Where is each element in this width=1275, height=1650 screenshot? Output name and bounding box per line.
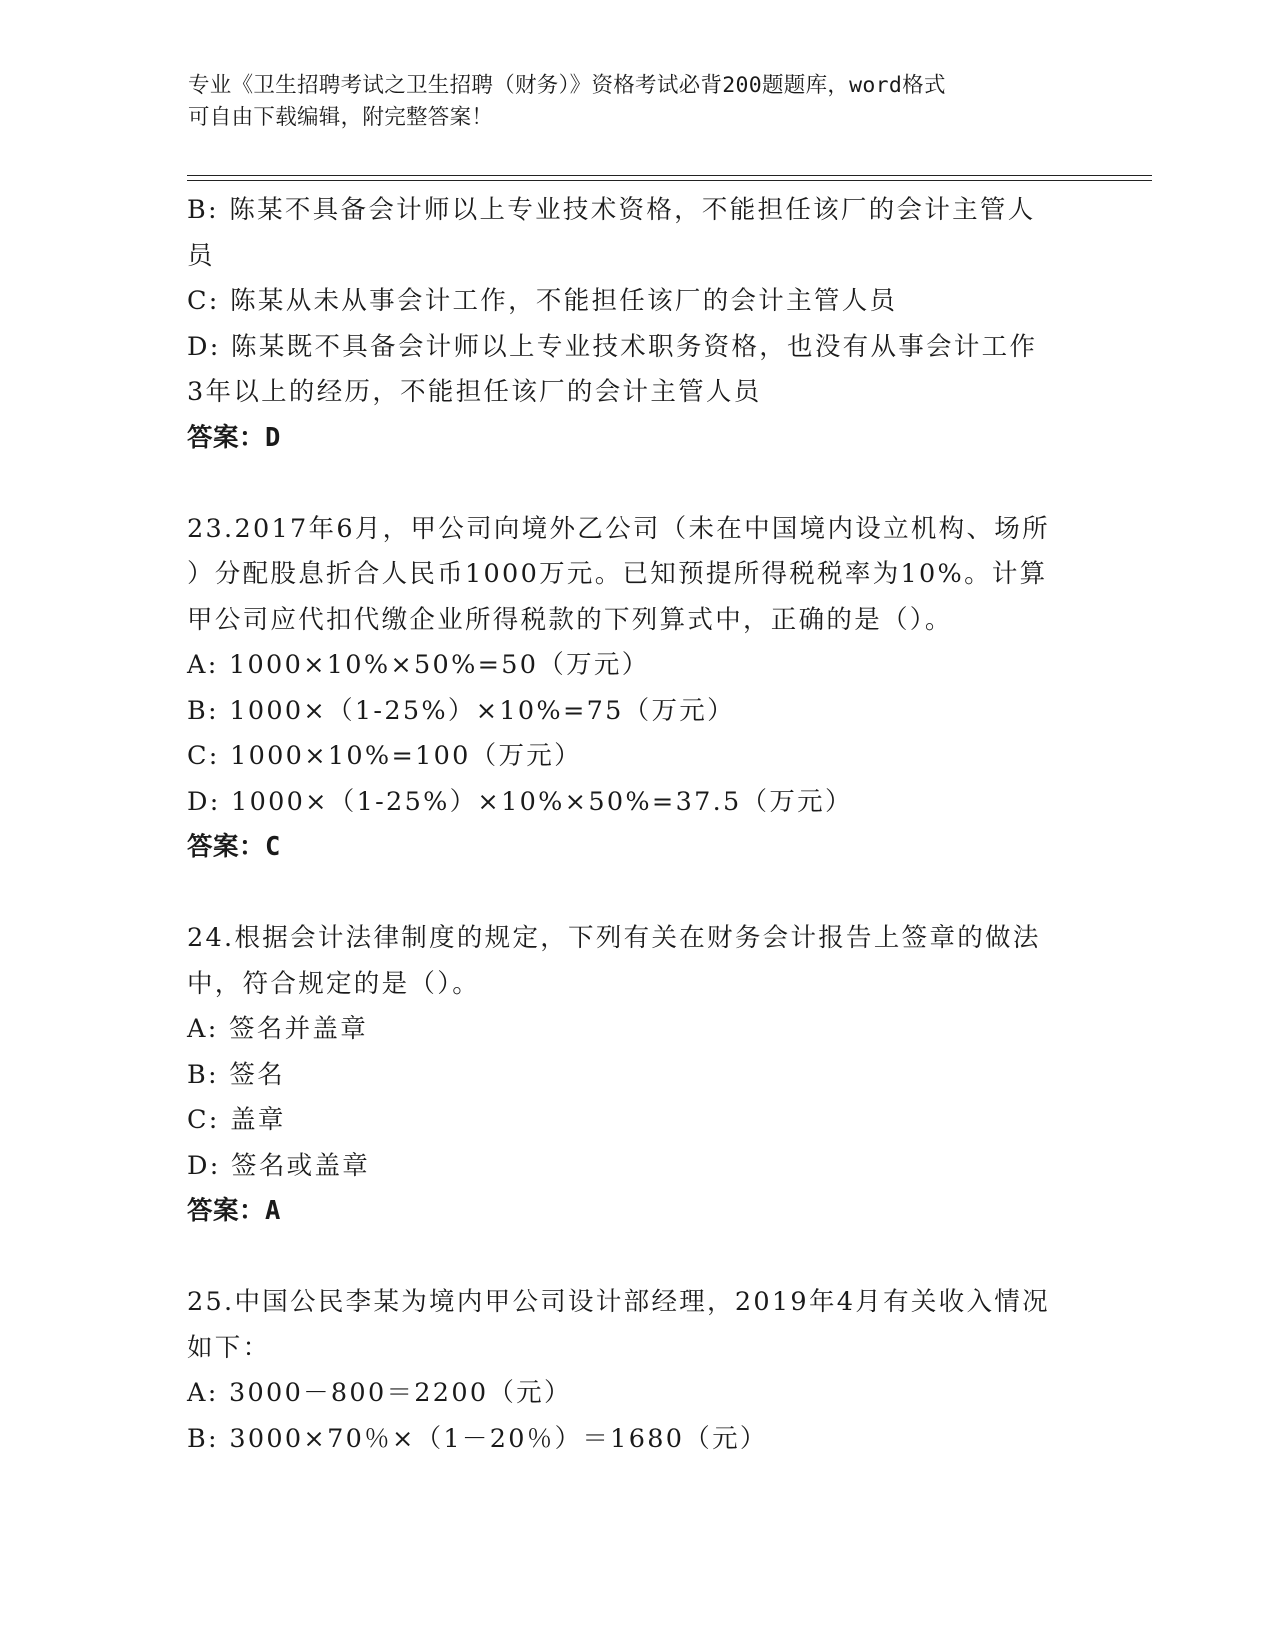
option-d: D: 1000×（1-25%）×10%×50%=37.5（万元） bbox=[187, 786, 853, 817]
question-25 bbox=[187, 1280, 1087, 1462]
option-c: C: 1000×10%=100（万元） bbox=[187, 741, 582, 771]
option-b-line-2: 员 bbox=[187, 240, 215, 271]
question-22-tail bbox=[187, 188, 1087, 461]
spacer bbox=[187, 1235, 1087, 1281]
page-header bbox=[188, 70, 1068, 134]
option-d: D: 签名或盖章 bbox=[187, 1150, 371, 1181]
option-c: C: 盖章 bbox=[187, 1105, 286, 1135]
option-b-line-1: B: 陈某不具备会计师以上专业技术资格，不能担任该厂的会计主管人 bbox=[187, 195, 1036, 225]
option-b: B: 1000×（1-25%）×10%=75（万元） bbox=[187, 695, 735, 726]
option-a: A: 签名并盖章 bbox=[187, 1014, 369, 1044]
question-stem-line-3: 甲公司应代扣代缴企业所得税款的下列算式中，正确的是（）。 bbox=[187, 604, 953, 635]
question-stem-line-1: 23.2017年6月，甲公司向境外乙公司（未在中国境内设立机构、场所 bbox=[187, 513, 1050, 544]
question-stem-line-1: 25.中国公民李某为境内甲公司设计部经理，2019年4月有关收入情况 bbox=[187, 1287, 1050, 1317]
question-24 bbox=[187, 916, 1087, 1235]
answer-label: 答案：C bbox=[187, 832, 281, 862]
question-23 bbox=[187, 507, 1087, 871]
question-stem-line-2: 中，符合规定的是（）。 bbox=[187, 968, 481, 999]
option-c: C: 陈某从未从事会计工作，不能担任该厂的会计主管人员 bbox=[187, 286, 898, 316]
header-line-2: 可自由下载编辑，附完整答案！ bbox=[188, 105, 494, 130]
answer-label: 答案：A bbox=[187, 1196, 281, 1226]
question-stem-line-2: 如下： bbox=[187, 1332, 271, 1363]
header-divider bbox=[187, 175, 1152, 181]
option-a: A: 3000－800＝2200（元） bbox=[187, 1378, 572, 1408]
document-body bbox=[187, 188, 1087, 1462]
option-d-line-2: 3年以上的经历，不能担任该厂的会计主管人员 bbox=[187, 377, 762, 407]
header-line-1: 专业《卫生招聘考试之卫生招聘（财务）》资格考试必背200题题库，word格式 bbox=[188, 73, 946, 98]
answer-label: 答案：D bbox=[187, 422, 281, 453]
option-a: A: 1000×10%×50%=50（万元） bbox=[187, 650, 650, 680]
option-d-line-1: D: 陈某既不具备会计师以上专业技术职务资格，也没有从事会计工作 bbox=[187, 331, 1038, 362]
spacer bbox=[187, 461, 1087, 507]
spacer bbox=[187, 871, 1087, 917]
option-b: B: 3000×70％×（1－20％）＝1680（元） bbox=[187, 1423, 768, 1454]
option-b: B: 签名 bbox=[187, 1059, 285, 1090]
question-stem-line-2: ）分配股息折合人民币1000万元。已知预提所得税税率为10%。计算 bbox=[187, 559, 1048, 589]
question-stem-line-1: 24.根据会计法律制度的规定，下列有关在财务会计报告上签章的做法 bbox=[187, 923, 1041, 953]
